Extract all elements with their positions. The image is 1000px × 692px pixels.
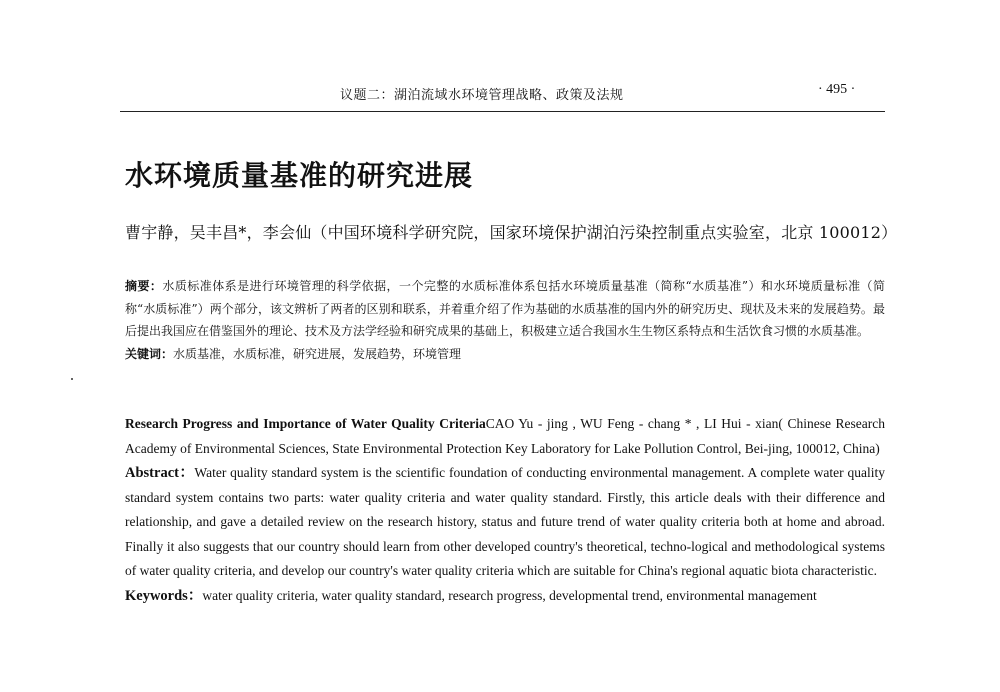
english-abstract: Abstract：Water quality standard system is the scientific foundation of conducting environmental management. A complete water quality standard system contains two parts: water quality criteria and water quality standard. Firstly, this article deals with their difference and relationship, and gave a detailed review on the research history, status and future trend of water quality criteria both at home and abroad. Finally it also suggests that our country should learn from other developed country's theoretical, techno-logical and methodological systems of water quality criteria, and develop our country's water quality criteria which are suitable for China's regional aquatic biota characteristic. <box>125 465 885 578</box>
english-keywords-text: water quality criteria, water quality standard, research progress, developmental trend, environmental management <box>202 587 817 603</box>
margin-speck <box>71 378 73 380</box>
english-abstract-text: Water quality standard system is the scientific foundation of conducting environmental management. A complete water quality standard system contains two parts: water quality criteria and water quality standard. Firstly, this article deals with their difference and relationship, and gave a detailed review on the research history, status and future trend of water quality criteria both at home and abroad. Finally it also suggests that our country should learn from other developed country's theoretical, techno-logical and methodological systems of water quality criteria, and develop our country's water quality criteria which are suitable for China's regional aquatic biota characteristic. <box>125 465 885 578</box>
english-keywords-label: Keywords <box>125 587 188 604</box>
chinese-abstract-text: 水质标准体系是进行环境管理的科学依据，一个完整的水质标准体系包括水环境质量基准（简称“水质基准”）和水环境质量标准（简称“水质标准”）两个部分，该文辨析了两者的区别和联系，并着重介绍了作为基础的水质基准的国内外的研究历史、现状及未来的发展趋势。最后提出我国应在借鉴国外的理论、技术及方法学经验和研究成果的基础上，积极建立适合我国水生生物区系特点和生活饮食习惯的水质基准。 <box>125 279 885 338</box>
running-head: 议题二：湖泊流域水环境管理战略、政策及法规 <box>340 88 624 103</box>
english-abstract-label: Abstract <box>125 465 179 481</box>
header-rule <box>120 111 885 112</box>
authors-affiliation: 曹宇静，吴丰昌*，李会仙（中国环境科学研究院，国家环境保护湖泊污染控制重点实验室，北京 100012） <box>125 223 898 242</box>
page-number: · 495 · <box>818 82 856 97</box>
chinese-keywords <box>125 343 885 366</box>
english-title: Research Progress and Importance of Water Quality Criteria <box>125 416 486 431</box>
chinese-abstract-block <box>125 275 885 365</box>
english-abstract-block <box>125 412 885 608</box>
chinese-keywords-label: 关键词： <box>125 346 174 361</box>
english-title-authors <box>125 412 885 461</box>
english-keywords: Keywords：water quality criteria, water quality standard, research progress, developmental trend, environmental management <box>125 587 817 604</box>
chinese-keywords-text: 水质基准，水质标准，研究进展，发展趋势，环境管理 <box>173 346 462 361</box>
article-title: 水环境质量基准的研究进展 <box>125 159 474 192</box>
english-authors-affiliation: CAO Yu - jing , WU Feng - chang * , LI Hui - xian( Chinese Research Academy of Environmental Sciences, State Environmental Protection Key Laboratory for Lake Pollution Control, Bei-jing, 100012, China) <box>125 416 886 456</box>
chinese-abstract <box>125 275 885 343</box>
chinese-abstract-label: 摘要： <box>125 279 163 293</box>
